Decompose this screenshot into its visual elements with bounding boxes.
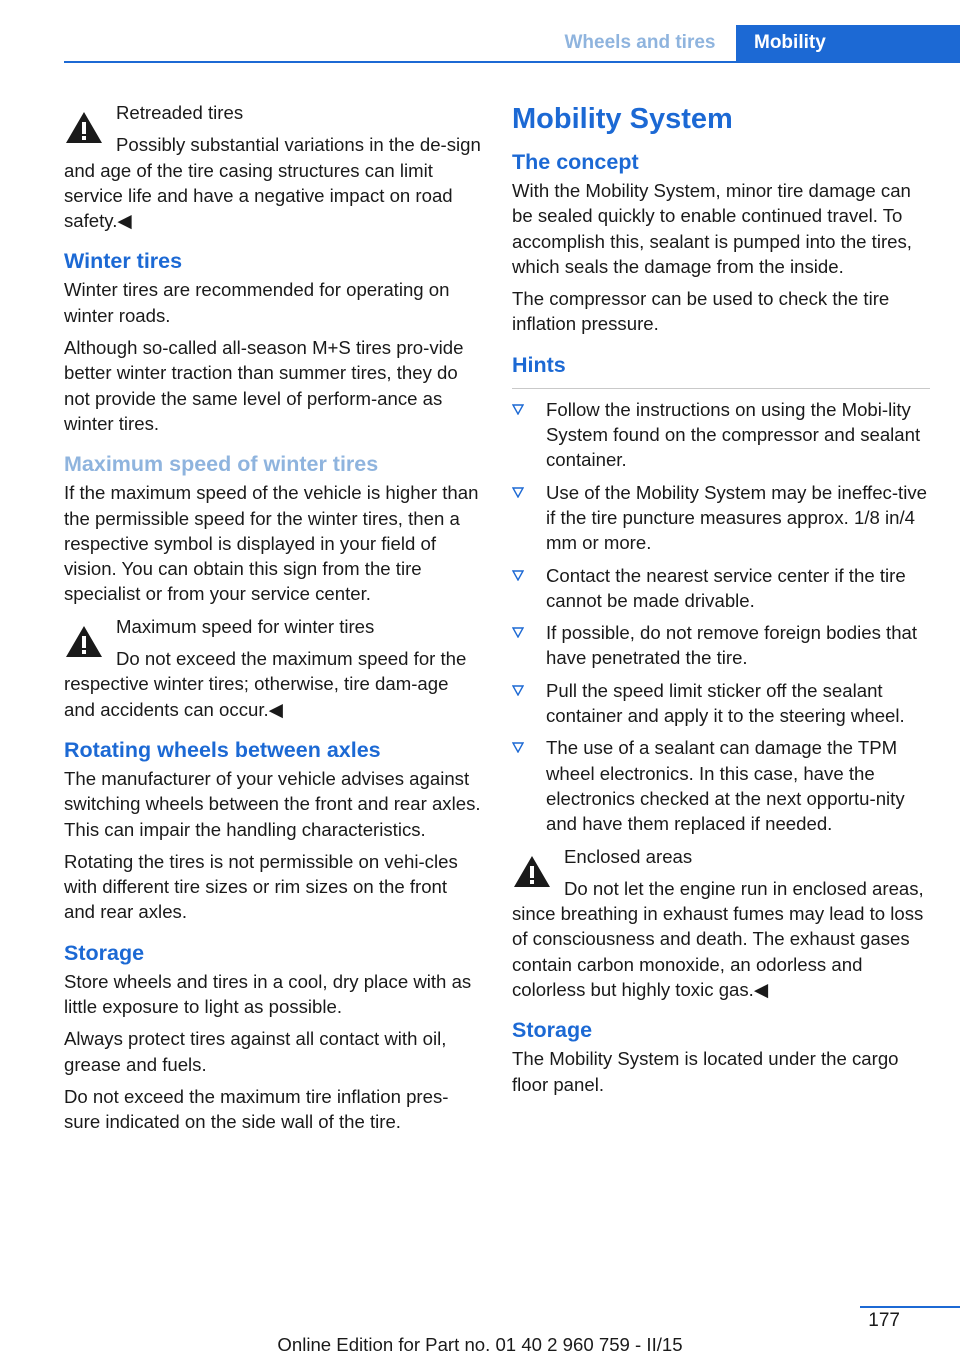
paragraph: Rotating the tires is not permissible on vehi‐cles with different tire sizes or rim sizes on the front and rear axles. [64, 850, 458, 923]
list-item: Pull the speed limit sticker off the sealant container and apply it to the steering wheel. [512, 678, 930, 729]
paragraph: Although so-called all-season M+S tires pro‐vide better winter traction than summer tires, they do not provide the same level of perform‐ance as winter tires. [64, 337, 464, 434]
triangle-bullet-icon [512, 620, 524, 646]
warning-title: Maximum speed for winter tires [116, 615, 375, 637]
paragraph: With the Mobility System, minor tire damage can be sealed quickly to enable continued travel. To accomplish this, sealant is pumped into the tires, which seals the damage from the inside. [512, 180, 912, 277]
heading-winter-tires: Winter tires [64, 249, 183, 274]
paragraph: Winter tires are recommended for operating on winter roads. [64, 279, 450, 326]
paragraph: The compressor can be used to check the tire inflation pressure. [512, 288, 890, 335]
triangle-bullet-icon [512, 678, 524, 704]
triangle-bullet-icon [512, 563, 524, 589]
list-item: If possible, do not remove foreign bodies that have penetrated the tire. [512, 620, 930, 671]
section-tab[interactable]: Wheels and tires [564, 32, 716, 53]
warning-max-speed [64, 614, 482, 722]
footer-edition: Online Edition for Part no. 01 40 2 960 759 - II/15 [277, 1334, 683, 1355]
warning-triangle-icon [512, 854, 552, 889]
heading-max-speed-winter-tires: Maximum speed of winter tires [64, 452, 379, 477]
heading-hints: Hints [512, 352, 566, 377]
warning-triangle-icon [64, 110, 104, 145]
triangle-bullet-icon [512, 480, 524, 506]
paragraph: If the maximum speed of the vehicle is higher than the permissible speed for the winter tires, then a respective symbol is displayed in your field of vision. You can obtain this sign from the tire specialist or from your service center. [64, 482, 479, 605]
heading-concept: The concept [512, 150, 639, 174]
list-item: Contact the nearest service center if the tire cannot be made drivable. [512, 563, 930, 614]
warning-body: Do not let the engine run in enclosed areas, since breathing in exhaust fumes may lead to loss of consciousness and death. The exhaust gases contain carbon monoxide, an odorless and colorless but highly toxic gas.◀ [512, 877, 924, 1001]
warning-triangle-icon [64, 624, 104, 659]
paragraph: Do not exceed the maximum tire inflation pres‐sure indicated on the side wall of the tire. [64, 1085, 449, 1133]
heading-storage: Storage [512, 1018, 593, 1043]
page-number: 177 [868, 1310, 900, 1331]
paragraph: The Mobility System is located under the cargo floor panel. [512, 1048, 899, 1095]
warning-title: Enclosed areas [564, 845, 693, 867]
header-rule [64, 61, 960, 63]
left-column [64, 100, 482, 1142]
hints-list [512, 397, 930, 837]
page-title: Mobility System [512, 103, 733, 135]
divider [512, 381, 930, 389]
warning-retreaded-tires [64, 100, 482, 233]
warning-body: Possibly substantial variations in the de‐sign and age of the tire casing structures can limit service life and have a negative impact on road safety.◀ [64, 134, 481, 232]
page-number-rule [860, 1306, 960, 1308]
triangle-bullet-icon [512, 735, 524, 761]
paragraph: The manufacturer of your vehicle advises against switching wheels between the front and rear axles. This can impair the handling characteristics. [64, 767, 481, 840]
list-item: Use of the Mobility System may be ineffec‐tive if the tire puncture measures approx. 1/8 in/4 mm or more. [512, 480, 930, 556]
chapter-tab[interactable]: Mobility [736, 25, 960, 61]
right-column [512, 100, 930, 1104]
paragraph: Store wheels and tires in a cool, dry place with as little exposure to light as possible. [64, 970, 472, 1018]
heading-rotating-wheels: Rotating wheels between axles [64, 737, 381, 762]
triangle-bullet-icon [512, 397, 524, 423]
warning-body: Do not exceed the maximum speed for the respective winter tires; otherwise, tire dam‐age and accidents can occur.◀ [64, 648, 467, 720]
warning-title: Retreaded tires [116, 102, 244, 123]
list-item: Follow the instructions on using the Mobi‐lity System found on the compressor and sealant container. [512, 397, 930, 473]
paragraph: Always protect tires against all contact with oil, grease and fuels. [64, 1028, 447, 1075]
list-item: The use of a sealant can damage the TPM wheel electronics. In this case, have the electronics checked at the next opportu‐nity and have them replaced if needed. [512, 735, 930, 836]
warning-enclosed-areas [512, 844, 930, 1003]
heading-storage: Storage [64, 940, 145, 965]
